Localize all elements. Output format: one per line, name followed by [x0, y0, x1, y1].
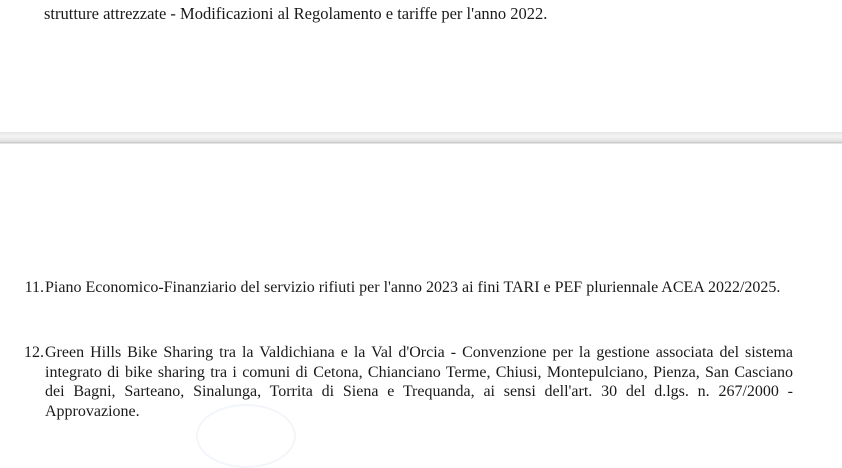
agenda-item-continuation: strutture attrezzate - Modificazioni al Regolamento e tariffe per l'anno 2022. — [44, 4, 548, 23]
page-edge-shadow — [0, 142, 842, 144]
agenda-item-text: Piano Economico-Finanziario del servizio rifiuti per l'anno 2023 ai fini TARI e PEF pluriennale ACEA 2022/2025. — [45, 279, 781, 296]
agenda-item-number: 11. — [24, 279, 44, 296]
page-top — [0, 0, 842, 132]
agenda-item-number: 12. — [24, 344, 44, 361]
agenda-item-12 — [17, 343, 793, 421]
page-break — [0, 132, 842, 142]
agenda-item-11 — [17, 278, 793, 298]
agenda-item-text: Green Hills Bike Sharing tra la Valdichiana e la Val d'Orcia - Convenzione per la gestione associata del sistema integrato di bike sharing tra i comuni di Cetona, Chianciano Terme, Chiusi, Montepulciano, Pienza, San Casciano dei Bagni, Sarteano, Sinalunga, Torrita di Siena e Trequanda, ai sensi dell'art. 30 del d.lgs. n. 267/2000 - Approvazione. — [45, 344, 793, 420]
